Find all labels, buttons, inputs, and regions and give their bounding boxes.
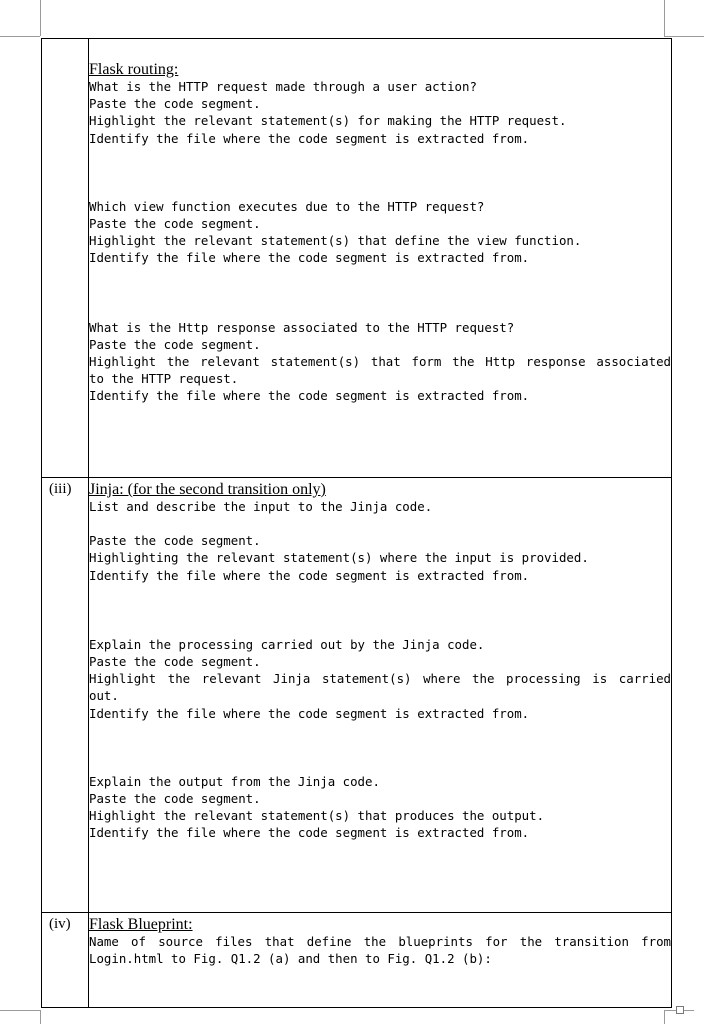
instruction-line: Identify the file where the code segment is extracted from. — [89, 250, 530, 266]
section-heading: Flask Blueprint: — [89, 916, 193, 933]
instruction-line: Paste the code segment. — [89, 216, 261, 232]
table-resize-handle[interactable] — [676, 1006, 684, 1014]
instruction-line: Paste the code segment. — [89, 791, 261, 807]
row-number: (iii) — [49, 481, 72, 497]
instruction-line: Paste the code segment. — [89, 533, 261, 549]
section-heading: Flask routing: — [89, 61, 179, 78]
row-number-cell — [42, 39, 89, 478]
instruction-line: What is the HTTP request made through a user action? — [89, 79, 477, 94]
table-row-jinja — [42, 478, 672, 913]
crop-mark-top-left-vertical — [40, 0, 41, 36]
row-number-cell — [42, 913, 89, 1008]
row-body-cell — [89, 478, 672, 913]
instruction-line: Highlight the relevant statement(s) that define the view function. — [89, 233, 582, 249]
crop-mark-top-right — [664, 36, 704, 37]
crop-mark-bottom-left-vertical — [40, 1010, 41, 1024]
instruction-line: Identify the file where the code segment is extracted from. — [89, 130, 530, 146]
instruction-line: Login.html to Fig. Q1.2 (a) and then to Fig. Q1.2 (b): — [89, 951, 492, 967]
instruction-line: Highlight the relevant Jinja statement(s) where the processing is carried — [89, 671, 671, 687]
row-number: (iv) — [49, 916, 71, 932]
instruction-line: Identify the file where the code segment is extracted from. — [89, 388, 530, 404]
instruction-line: Identify the file where the code segment is extracted from. — [89, 705, 530, 721]
instruction-line: Name of source files that define the blueprints for the transition from — [89, 934, 671, 949]
row-number-cell — [42, 478, 89, 913]
instruction-line: Highlight the relevant statement(s) that produces the output. — [89, 808, 545, 824]
instruction-line: Highlight the relevant statement(s) that form the Http response associated — [89, 354, 671, 370]
instruction-line: Explain the output from the Jinja code. — [89, 773, 380, 789]
instruction-line: Which view function executes due to the HTTP request? — [89, 198, 485, 214]
section-heading: Jinja: (for the second transition only) — [89, 481, 326, 498]
row-body-cell — [89, 913, 672, 1008]
crop-mark-bottom-left — [0, 1010, 40, 1011]
instruction-line: What is the Http response associated to the HTTP request? — [89, 319, 515, 335]
instruction-line: Explain the processing carried out by the Jinja code. — [89, 636, 485, 652]
row-number — [42, 39, 88, 42]
instruction-line: Identify the file where the code segment is extracted from. — [89, 567, 530, 583]
row-body-cell — [89, 39, 672, 478]
table-row-flask-blueprint — [42, 913, 672, 1008]
instruction-line: Highlight the relevant statement(s) for making the HTTP request. — [89, 113, 567, 129]
instruction-line: Highlighting the relevant statement(s) where the input is provided. — [89, 550, 589, 566]
instruction-line: to the HTTP request. — [89, 371, 239, 387]
instruction-line: Paste the code segment. — [89, 654, 261, 670]
table-row-flask-routing — [42, 39, 672, 478]
crop-mark-top-left — [0, 36, 40, 37]
crop-mark-bottom-right-vertical — [664, 1010, 665, 1024]
crop-mark-top-right-vertical — [664, 0, 665, 36]
instruction-line: Identify the file where the code segment is extracted from. — [89, 825, 530, 841]
question-table — [41, 38, 672, 1008]
instruction-line: List and describe the input to the Jinja code. — [89, 499, 433, 514]
instruction-line: Paste the code segment. — [89, 336, 261, 352]
instruction-line: Paste the code segment. — [89, 96, 261, 112]
instruction-line: out. — [89, 688, 119, 704]
